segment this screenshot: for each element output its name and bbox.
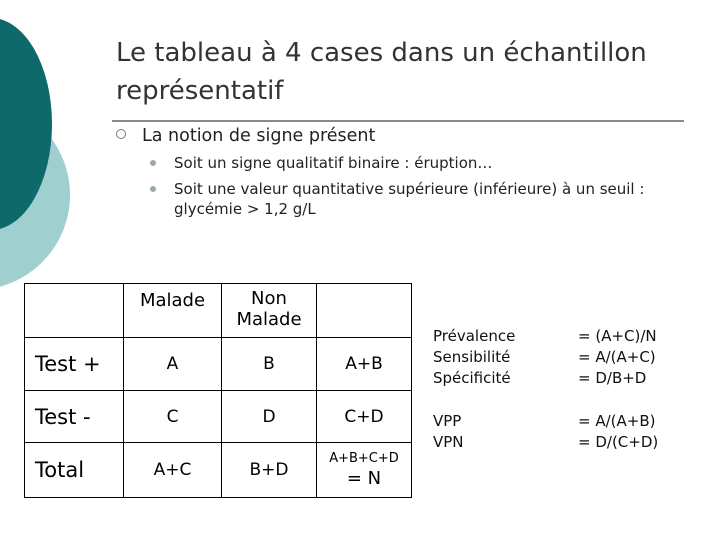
table-cell-total [317, 443, 412, 498]
table-row [25, 338, 412, 391]
title-divider [112, 120, 684, 122]
bullet-dot-icon [150, 160, 156, 166]
metric-label: Sensibilité [433, 348, 511, 366]
table-cell: C [124, 391, 222, 443]
metric-formula: = A/(A+B) [578, 412, 656, 430]
formulas-group-2 [578, 411, 658, 453]
table-cell: A+B [317, 338, 412, 391]
metric-formula: = D/(C+D) [578, 433, 659, 451]
table-cell: B [222, 338, 317, 391]
table-cell: A [124, 338, 222, 391]
metric-formula: = A/(A+C) [578, 348, 656, 366]
table-cell: D [222, 391, 317, 443]
metric-label: Spécificité [433, 369, 511, 387]
header-non-malade: Non Malade [222, 284, 317, 338]
main-bullet [116, 126, 375, 146]
row-label: Test - [25, 391, 124, 443]
metric-label: Prévalence [433, 327, 516, 345]
header-malade: Malade [124, 284, 222, 338]
table-cell: B+D [222, 443, 317, 498]
metrics-group-1 [433, 326, 515, 389]
table-cell: C+D [317, 391, 412, 443]
slide-title: Le tableau à 4 cases dans un échantillon représentatif [116, 38, 647, 106]
formulas-group-1 [578, 326, 657, 389]
metrics-group-2 [433, 411, 464, 453]
row-label: Test + [25, 338, 124, 391]
table-header-row [25, 284, 412, 338]
sub-bullet-text: Soit un signe qualitatif binaire : éruption… [174, 154, 493, 172]
sub-bullet-text: Soit une valeur quantitative supérieure (inférieure) à un seuil : glycémie > 1,2 g/L [174, 180, 645, 218]
sub-bullet [150, 153, 670, 173]
table-row [25, 443, 412, 498]
grand-total: A+B+C+D [329, 451, 399, 466]
total-equals-n: = N [346, 468, 382, 489]
row-label: Total [25, 443, 124, 498]
metric-formula: = (A+C)/N [578, 327, 657, 345]
contingency-table [24, 283, 412, 498]
sub-bullet [150, 179, 670, 219]
bullet-dot-icon [150, 186, 156, 192]
metric-formula: = D/B+D [578, 369, 647, 387]
table-row [25, 391, 412, 443]
main-bullet-text: La notion de signe présent [142, 126, 376, 146]
table-cell [317, 284, 412, 338]
bullet-circle-icon [116, 129, 126, 139]
metric-label: VPP [433, 412, 462, 430]
metric-label: VPN [433, 433, 464, 451]
table-cell [25, 284, 124, 338]
table-cell: A+C [124, 443, 222, 498]
